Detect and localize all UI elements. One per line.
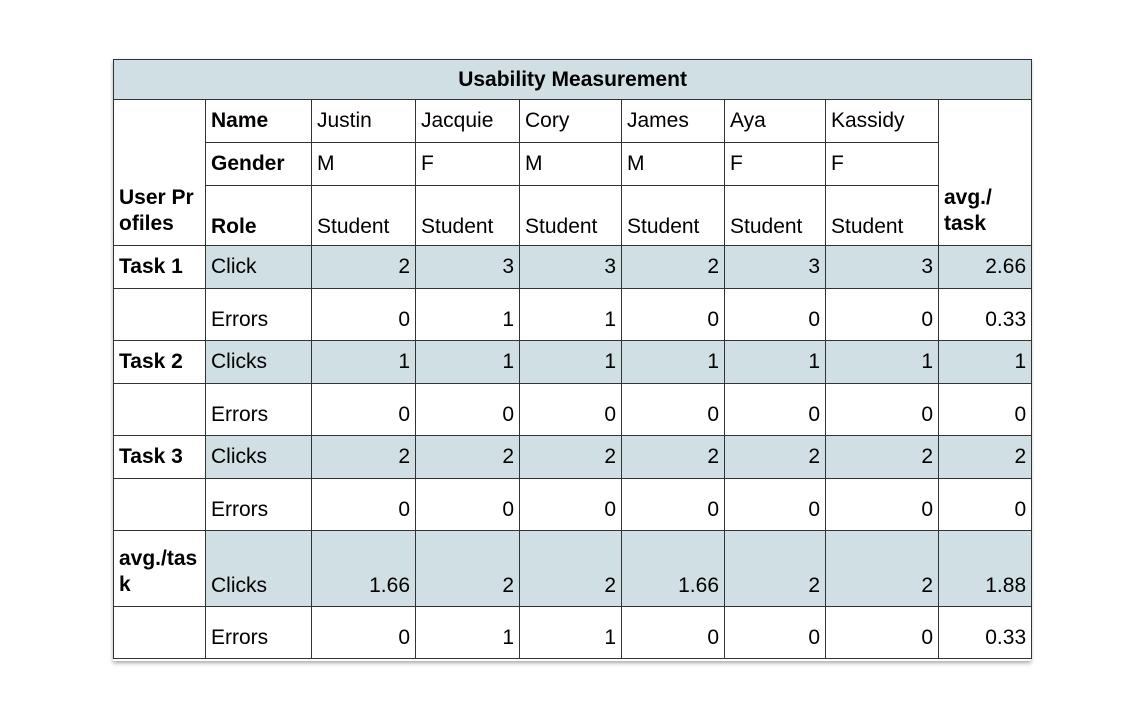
user-gender: F: [725, 143, 826, 186]
cell-value: 3: [520, 246, 622, 289]
user-gender: F: [416, 143, 520, 186]
row-average: 0: [939, 479, 1032, 531]
cell-value: 1: [520, 341, 622, 384]
cell-value: 0: [312, 479, 416, 531]
row-group-label: Task 2: [114, 341, 206, 384]
user-role: Student: [725, 186, 826, 246]
table-row: [114, 479, 1032, 531]
cell-value: 1: [520, 607, 622, 659]
cell-value: 0: [312, 384, 416, 436]
table-row: [114, 384, 1032, 436]
row-average: 0: [939, 384, 1032, 436]
row-average: 0.33: [939, 607, 1032, 659]
cell-value: 0: [725, 607, 826, 659]
row-average: 0.33: [939, 289, 1032, 341]
cell-value: 0: [520, 479, 622, 531]
row-average: 1.88: [939, 531, 1032, 607]
cell-value: 2: [520, 531, 622, 607]
row-metric-label: Errors: [206, 607, 312, 659]
cell-value: 2: [312, 436, 416, 479]
cell-value: 2: [826, 531, 939, 607]
user-profiles-header: User Profiles: [114, 100, 206, 246]
cell-value: 0: [416, 384, 520, 436]
user-gender: M: [520, 143, 622, 186]
cell-value: 2: [416, 436, 520, 479]
user-name: Jacquie: [416, 100, 520, 143]
user-role: Student: [622, 186, 725, 246]
row-average: 1: [939, 341, 1032, 384]
cell-value: 1: [725, 341, 826, 384]
cell-value: 0: [725, 479, 826, 531]
cell-value: 2: [622, 246, 725, 289]
row-metric-label: Errors: [206, 479, 312, 531]
cell-value: 1.66: [622, 531, 725, 607]
table-row: [114, 436, 1032, 479]
cell-value: 0: [725, 384, 826, 436]
role-label: Role: [206, 186, 312, 246]
table-row: [114, 246, 1032, 289]
user-role: Student: [312, 186, 416, 246]
cell-value: 1: [622, 341, 725, 384]
cell-value: 0: [826, 384, 939, 436]
user-role: Student: [826, 186, 939, 246]
cell-value: 0: [826, 289, 939, 341]
row-metric-label: Clicks: [206, 341, 312, 384]
cell-value: 2: [826, 436, 939, 479]
row-group-label: [114, 479, 206, 531]
row-metric-label: Errors: [206, 384, 312, 436]
cell-value: 1: [416, 289, 520, 341]
row-average: 2: [939, 436, 1032, 479]
cell-value: 3: [416, 246, 520, 289]
cell-value: 1: [312, 341, 416, 384]
cell-value: 0: [622, 479, 725, 531]
cell-value: 3: [725, 246, 826, 289]
cell-value: 2: [725, 436, 826, 479]
row-metric-label: Clicks: [206, 531, 312, 607]
user-role: Student: [520, 186, 622, 246]
cell-value: 0: [622, 289, 725, 341]
usability-table: [113, 59, 1032, 659]
cell-value: 0: [826, 607, 939, 659]
user-name: Cory: [520, 100, 622, 143]
user-gender: F: [826, 143, 939, 186]
cell-value: 1: [826, 341, 939, 384]
table-title: Usability Measurement: [114, 60, 1032, 100]
row-group-label: Task 3: [114, 436, 206, 479]
row-average: 2.66: [939, 246, 1032, 289]
cell-value: 2: [622, 436, 725, 479]
cell-value: 1: [416, 607, 520, 659]
table-row: [114, 341, 1032, 384]
name-label: Name: [206, 100, 312, 143]
cell-value: 1: [520, 289, 622, 341]
table-row: [114, 531, 1032, 607]
row-group-label: avg./task: [114, 531, 206, 607]
row-group-label: [114, 289, 206, 341]
cell-value: 1.66: [312, 531, 416, 607]
measurement-rows: [114, 246, 1032, 659]
cell-value: 1: [416, 341, 520, 384]
cell-value: 0: [725, 289, 826, 341]
row-group-label: Task 1: [114, 246, 206, 289]
row-group-label: [114, 384, 206, 436]
user-gender: M: [622, 143, 725, 186]
cell-value: 0: [312, 289, 416, 341]
cell-value: 0: [312, 607, 416, 659]
table-row: [114, 289, 1032, 341]
cell-value: 3: [826, 246, 939, 289]
cell-value: 2: [725, 531, 826, 607]
cell-value: 0: [622, 607, 725, 659]
usability-table-sheet: [113, 59, 1031, 661]
avg-task-header: avg./ task: [939, 100, 1032, 246]
cell-value: 0: [520, 384, 622, 436]
cell-value: 2: [312, 246, 416, 289]
table-row: [114, 607, 1032, 659]
user-gender: M: [312, 143, 416, 186]
user-role: Student: [416, 186, 520, 246]
user-name: Justin: [312, 100, 416, 143]
row-metric-label: Errors: [206, 289, 312, 341]
cell-value: 2: [520, 436, 622, 479]
row-metric-label: Click: [206, 246, 312, 289]
cell-value: 2: [416, 531, 520, 607]
gender-label: Gender: [206, 143, 312, 186]
cell-value: 0: [826, 479, 939, 531]
row-metric-label: Clicks: [206, 436, 312, 479]
row-group-label: [114, 607, 206, 659]
user-name: James: [622, 100, 725, 143]
cell-value: 0: [622, 384, 725, 436]
user-name: Aya: [725, 100, 826, 143]
user-name: Kassidy: [826, 100, 939, 143]
cell-value: 0: [416, 479, 520, 531]
